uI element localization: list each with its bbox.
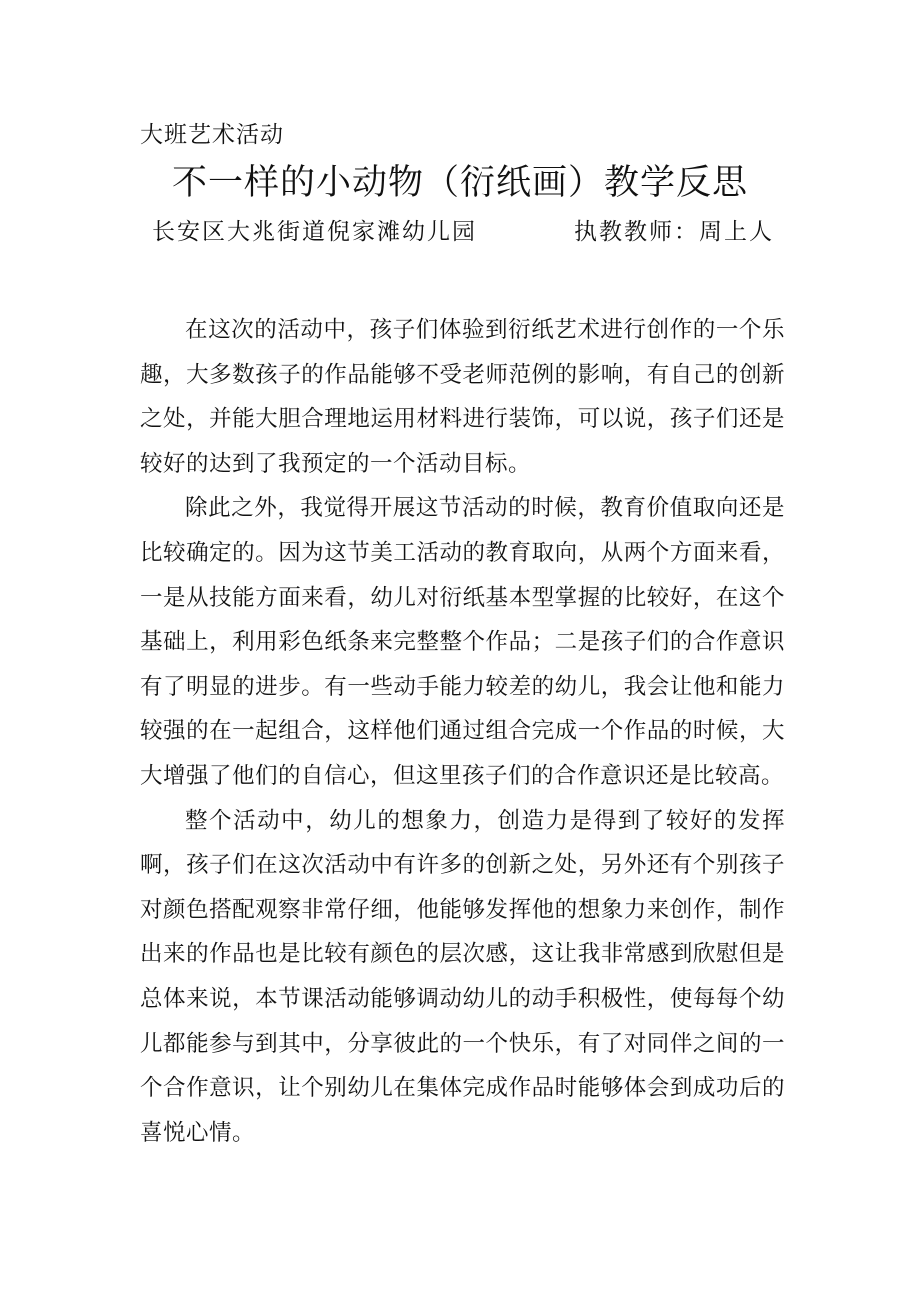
paragraph-2: 除此之外，我觉得开展这节活动的时候，教育价值取向还是比较确定的。因为这节美工活动的教育取向，从两个方面来看，一是从技能方面来看，幼儿对衍纸基本型掌握的比较好，在这个基础上，利用彩色纸条来完整整个作品；二是孩子们的合作意识有了明显的进步。有一些动手能力较差的幼儿，我会让他和能力较强的在一起组合，这样他们通过组合完成一个作品的时候，大大增强了他们的自信心，但这里孩子们的合作意识还是比较高。 bbox=[140, 495, 785, 789]
paragraph-1: 在这次的活动中，孩子们体验到衍纸艺术进行创作的一个乐趣，大多数孩子的作品能够不受老师范例的影响，有自己的创新之处，并能大胆合理地运用材料进行装饰，可以说，孩子们还是较好的达到了我预定的一个活动目标。 bbox=[140, 317, 785, 477]
reflection-body bbox=[140, 308, 785, 1155]
paragraph-3: 整个活动中，幼儿的想象力，创造力是得到了较好的发挥啊，孩子们在这次活动中有许多的创新之处，另外还有个别孩子对颜色搭配观察非常仔细，他能够发挥他的想象力来创作，制作出来的作品也是比较有颜色的层次感，这让我非常感到欣慰但是总体来说，本节课活动能够调动幼儿的动手积极性，使每每个幼儿都能参与到其中，分享彼此的一个快乐，有了对同伴之间的一个合作意识，让个别幼儿在集体完成作品时能够体会到成功后的喜悦心情。 bbox=[140, 807, 785, 1146]
school-name: 长安区大兆街道倪家滩幼儿园 bbox=[152, 219, 477, 245]
teacher-name: 执教教师：周上人 bbox=[574, 219, 774, 245]
activity-category: 大班艺术活动 bbox=[140, 122, 284, 148]
document-title: 不一样的小动物（衍纸画）教学反思 bbox=[171, 163, 748, 203]
